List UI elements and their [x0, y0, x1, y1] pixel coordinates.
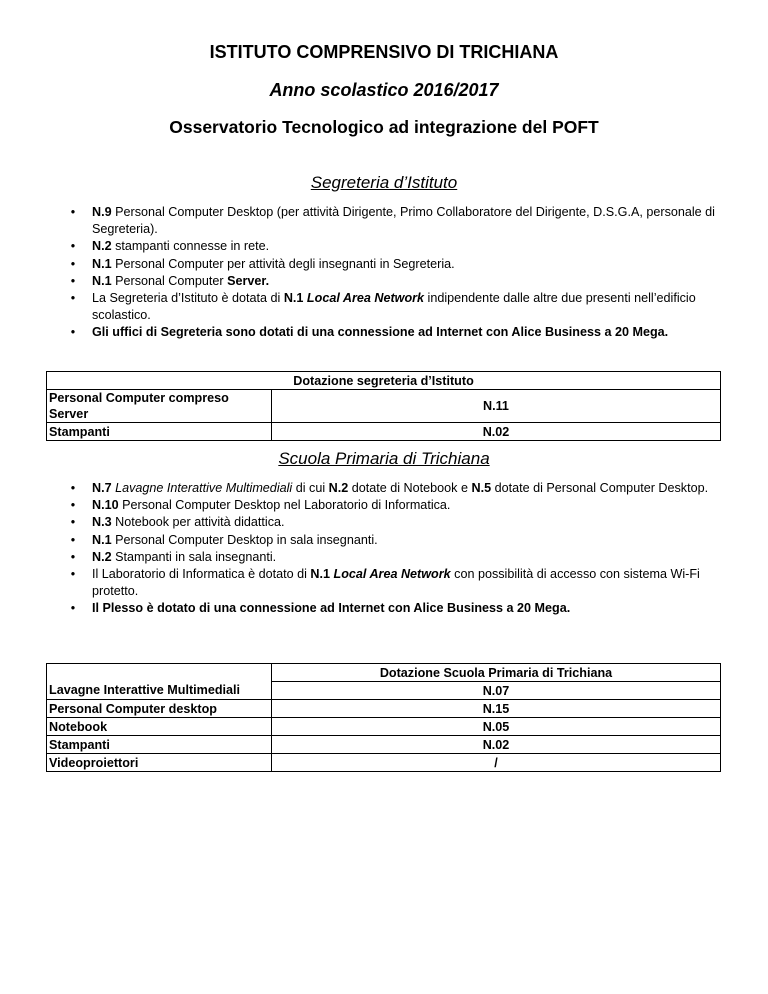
bullet-icon: • — [70, 481, 76, 495]
table-caption: Dotazione segreteria d’Istituto — [47, 372, 721, 390]
bullet-icon: • — [70, 498, 76, 513]
segreteria-list — [68, 204, 718, 342]
list-item: • N.2 Stampanti in sala insegnanti. — [68, 549, 718, 566]
table-cell-label: Stampanti — [47, 423, 272, 441]
section-title-segreteria: Segreteria d’Istituto — [310, 173, 458, 192]
table-row — [47, 736, 721, 754]
table-cell-value: N.11 — [272, 390, 721, 423]
segreteria-table — [46, 371, 721, 441]
list-item: • N.1 Personal Computer per attività degli insegnanti in Segreteria. — [68, 256, 718, 273]
bullet-icon: • — [70, 325, 76, 340]
bullet-icon: • — [70, 515, 76, 530]
list-item: • N.10 Personal Computer Desktop nel Laboratorio di Informatica. — [68, 497, 718, 514]
school-name: ISTITUTO COMPRENSIVO DI TRICHIANA — [209, 42, 559, 62]
bullet-icon: • — [70, 256, 76, 271]
bullet-icon: • — [70, 291, 76, 306]
table-cell-label: Stampanti — [47, 736, 272, 754]
list-item: • N.9 Personal Computer Desktop (per attività Dirigente, Primo Collaboratore del Dirigente, D.S.G.A, personale di Segreteria). — [68, 204, 718, 238]
school-year: Anno scolastico 2016/2017 — [269, 80, 499, 100]
table-row — [47, 718, 721, 736]
bullet-icon: • — [70, 273, 76, 288]
list-item: • La Segreteria d’Istituto è dotata di N.1 Local Area Network indipendente dalle altre due presenti nell’edificio scolastico. — [68, 290, 718, 324]
list-item: • N.3 Notebook per attività didattica. — [68, 514, 718, 531]
bullet-icon: • — [70, 567, 76, 582]
bullet-icon: • — [70, 549, 76, 564]
table-row — [47, 700, 721, 718]
table-cell-value: N.05 — [272, 718, 721, 736]
table-cell-label: Notebook — [47, 718, 272, 736]
table-cell-label: Videoproiettori — [47, 754, 272, 772]
table-cell-label: Personal Computer compreso Server — [47, 390, 272, 423]
list-item: • Il Plesso è dotato di una connessione ad Internet con Alice Business a 20 Mega. — [68, 600, 718, 617]
bullet-icon: • — [70, 601, 76, 616]
list-item: • N.1 Personal Computer Desktop in sala insegnanti. — [68, 532, 718, 549]
bullet-icon: • — [70, 239, 76, 254]
table-row — [47, 754, 721, 772]
table-cell-value: N.07 — [272, 682, 721, 700]
primaria-table — [46, 663, 721, 772]
table-caption: Dotazione Scuola Primaria di Trichiana — [272, 664, 721, 682]
list-item: • N.2 stampanti connesse in rete. — [68, 238, 718, 255]
list-item: • N.1 Personal Computer Server. — [68, 273, 718, 290]
table-cell-label: Personal Computer desktop — [47, 700, 272, 718]
section-title-primaria: Scuola Primaria di Trichiana — [278, 449, 490, 468]
list-item: • N.7 Lavagne Interattive Multimediali di cui N.2 dotate di Notebook e N.5 dotate di Personal Computer Desktop. — [68, 480, 718, 497]
list-item: • Il Laboratorio di Informatica è dotato di N.1 Local Area Network con possibilità di accesso con sistema Wi-Fi protetto. — [68, 566, 718, 600]
bullet-icon: • — [70, 205, 76, 219]
primaria-list — [68, 480, 718, 618]
table-cell-label: Lavagne Interattive Multimediali — [47, 682, 272, 700]
table-row — [47, 423, 721, 441]
table-cell-value: N.02 — [272, 736, 721, 754]
table-empty-cell — [47, 664, 272, 682]
bullet-icon: • — [70, 532, 76, 547]
list-item: • Gli uffici di Segreteria sono dotati di una connessione ad Internet con Alice Business a 20 Mega. — [68, 324, 718, 341]
table-cell-value: N.02 — [272, 423, 721, 441]
table-cell-value: N.15 — [272, 700, 721, 718]
table-row — [47, 390, 721, 423]
document-subtitle: Osservatorio Tecnologico ad integrazione del POFT — [169, 117, 599, 137]
table-row — [47, 682, 721, 700]
table-cell-value: / — [272, 754, 721, 772]
